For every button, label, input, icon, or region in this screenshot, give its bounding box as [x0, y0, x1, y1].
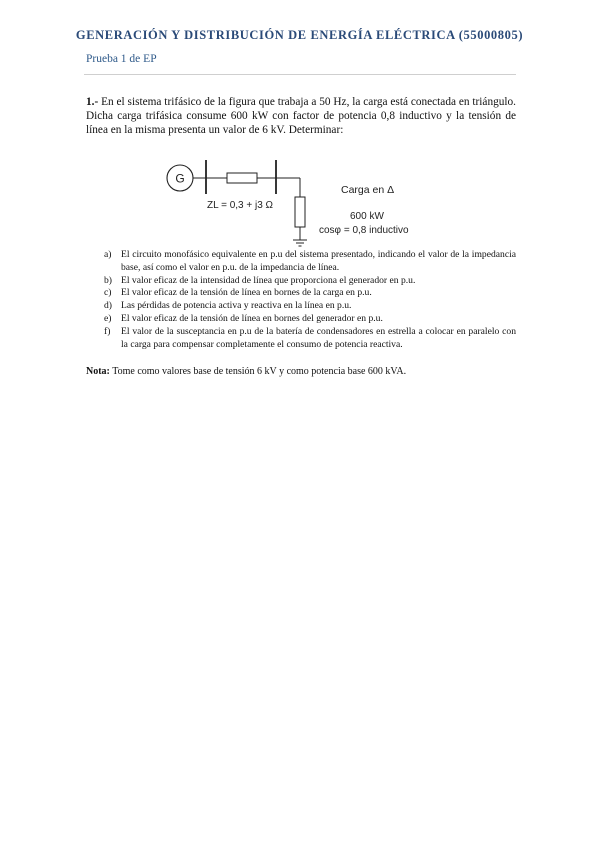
question-text: El valor eficaz de la tensión de línea en bornes del generador en p.u.: [121, 312, 383, 324]
problem-text: En el sistema trifásico de la figura que trabaja a 50 Hz, la carga está conectada en triángulo. Dicha carga trifásica consume 600 kW con factor de potencia 0,8 inductivo y la tensión de línea en la misma presenta un valor de 6 kV. Determinar:: [86, 96, 516, 137]
question-text: El valor eficaz de la intensidad de línea que proporciona el generador en p.u.: [121, 274, 416, 286]
problem-number: 1.-: [86, 96, 99, 108]
load-pf-label: cosφ = 0,8 inductivo: [319, 225, 409, 236]
line-impedance-resistor: [227, 173, 257, 183]
load-resistor: [295, 197, 305, 227]
circuit-diagram: [160, 156, 440, 248]
header-divider: [84, 74, 516, 75]
exam-subtitle: Prueba 1 de EP: [86, 53, 157, 65]
load-power-label: 600 kW: [350, 211, 384, 222]
question-text: Las pérdidas de potencia activa y reactiva en la línea en p.u.: [121, 300, 352, 312]
generator-label: G: [175, 171, 185, 186]
question-item: [104, 249, 516, 275]
question-item: [104, 300, 516, 313]
question-list: [104, 249, 516, 351]
question-letter: c): [104, 287, 112, 299]
note-text: Tome como valores base de tensión 6 kV y como potencia base 600 kVA.: [109, 366, 407, 377]
question-item: [104, 275, 516, 288]
question-item: [104, 313, 516, 326]
note-label: Nota:: [86, 366, 110, 377]
question-text: El circuito monofásico equivalente en p.u del sistema presentado, indicando el valor de la impedancia base, así como el valor en p.u. de la impedancia de línea.: [121, 249, 516, 273]
question-item: [104, 287, 516, 300]
question-letter: a): [104, 249, 112, 260]
question-letter: e): [104, 312, 112, 324]
question-letter: b): [104, 274, 112, 286]
question-letter: f): [104, 325, 111, 337]
course-title: GENERACIÓN Y DISTRIBUCIÓN DE ENERGÍA ELÉCTRICA (55000805): [75, 28, 524, 42]
question-item: [104, 326, 516, 352]
note: [86, 366, 516, 377]
question-text: El valor de la susceptancia en p.u de la batería de condensadores en estrella a colocar en paralelo con la carga para compensar completamente el consumo de potencia reactiva.: [121, 325, 516, 350]
line-impedance-label: ZL = 0,3 + j3 Ω: [207, 200, 274, 211]
problem-statement: [86, 95, 516, 138]
question-letter: d): [104, 300, 112, 312]
load-title: Carga en Δ: [341, 184, 395, 196]
question-text: El valor eficaz de la tensión de línea en bornes de la carga en p.u.: [121, 287, 372, 299]
